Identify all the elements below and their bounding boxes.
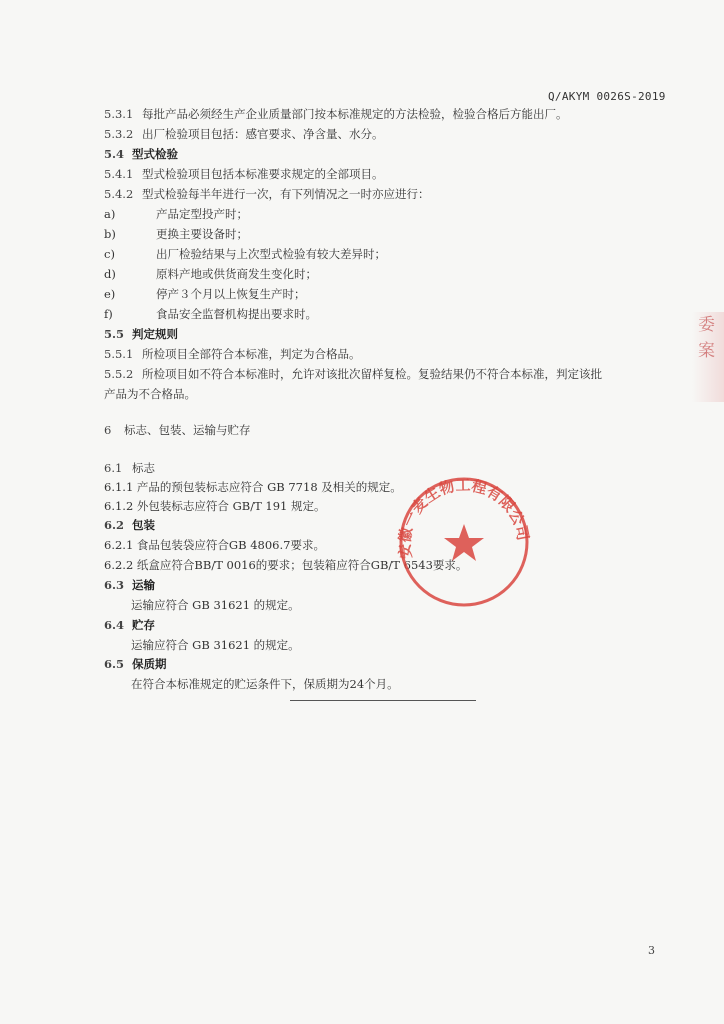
clause-text: 型式检验每半年进行一次，有下列情况之一时亦应进行： bbox=[142, 187, 430, 201]
section-number: 6.1 bbox=[104, 461, 123, 475]
clause-5-5-2 bbox=[104, 366, 602, 382]
section-number: 6.3 bbox=[104, 578, 125, 592]
section-number: 5.5 bbox=[104, 327, 125, 341]
clause-5-4-2 bbox=[104, 186, 430, 202]
clause-6-2-1: 6.2.1 食品包装袋应符合GB 4806.7要求。 bbox=[104, 538, 325, 552]
clause-6-4-text: 运输应符合 GB 31621 的规定。 bbox=[131, 638, 300, 652]
list-item-a bbox=[104, 206, 248, 222]
clause-text: 所检项目如不符合本标准时，允许对该批次留样复检。复验结果仍不符合本标准，判定该批 bbox=[142, 367, 602, 381]
clause-6-2-2: 6.2.2 纸盒应符合BB/T 0016的要求；包装箱应符合GB/T 6543要求。 bbox=[104, 558, 468, 572]
list-text: 原料产地或供货商发生变化时； bbox=[156, 267, 317, 281]
list-label: b) bbox=[104, 227, 116, 241]
clause-5-4-1 bbox=[104, 166, 384, 182]
clause-number: 5.4.1 bbox=[104, 167, 134, 181]
list-item-d bbox=[104, 266, 317, 282]
end-rule bbox=[290, 700, 476, 701]
clause-number: 5.4.2 bbox=[104, 187, 134, 201]
clause-5-5-2-continued: 产品为不合格品。 bbox=[104, 387, 196, 401]
edge-stamp-char: 案 bbox=[698, 341, 715, 361]
page-number: 3 bbox=[648, 944, 655, 957]
list-text: 产品定型投产时； bbox=[156, 207, 248, 221]
section-title: 包装 bbox=[132, 518, 155, 532]
clause-number: 5.5.2 bbox=[104, 367, 134, 381]
clause-5-3-2 bbox=[104, 126, 384, 142]
section-6-1-heading bbox=[104, 460, 155, 476]
seal-star-icon bbox=[444, 524, 484, 561]
list-label: a) bbox=[104, 207, 116, 221]
clause-6-3-text: 运输应符合 GB 31621 的规定。 bbox=[131, 598, 300, 612]
section-number: 6.5 bbox=[104, 657, 125, 671]
section-title: 型式检验 bbox=[132, 147, 178, 161]
section-number: 5.4 bbox=[104, 147, 125, 161]
edge-stamp-char: 委 bbox=[698, 315, 715, 335]
list-label: f) bbox=[104, 307, 113, 321]
section-6-3-heading bbox=[104, 577, 155, 593]
section-6-4-heading bbox=[104, 617, 155, 633]
clause-number: 5.5.1 bbox=[104, 347, 134, 361]
list-label: e) bbox=[104, 287, 116, 301]
clause-text: 所检项目全部符合本标准，判定为合格品。 bbox=[142, 347, 361, 361]
seal-text: 安徽一麦生物工程有限公司 bbox=[395, 476, 533, 560]
section-6-5-heading bbox=[104, 656, 167, 672]
clause-number: 5.3.2 bbox=[104, 127, 134, 141]
section-title: 保质期 bbox=[132, 657, 167, 671]
clause-6-1-2: 6.1.2 外包装标志应符合 GB/T 191 规定。 bbox=[104, 499, 326, 513]
list-label: d) bbox=[104, 267, 116, 281]
list-item-f bbox=[104, 306, 317, 322]
section-6-2-heading bbox=[104, 517, 155, 533]
section-title: 贮存 bbox=[132, 618, 155, 632]
list-item-b bbox=[104, 226, 248, 242]
section-number: 6.2 bbox=[104, 518, 125, 532]
section-title: 运输 bbox=[132, 578, 155, 592]
list-item-e bbox=[104, 286, 306, 302]
clause-6-5-text: 在符合本标准规定的贮运条件下，保质期为24个月。 bbox=[131, 677, 399, 691]
edge-stamp bbox=[692, 312, 724, 402]
clause-6-1-1: 6.1.1 产品的预包装标志应符合 GB 7718 及相关的规定。 bbox=[104, 480, 402, 494]
clause-5-3-1 bbox=[104, 106, 568, 122]
clause-text: 出厂检验项目包括：感官要求、净含量、水分。 bbox=[142, 127, 384, 141]
clause-text: 型式检验项目包括本标准要求规定的全部项目。 bbox=[142, 167, 384, 181]
clause-5-5-1 bbox=[104, 346, 361, 362]
list-item-c bbox=[104, 246, 386, 262]
section-5-4-heading bbox=[104, 146, 178, 162]
section-title: 判定规则 bbox=[132, 327, 178, 341]
section-title: 标志 bbox=[132, 461, 155, 475]
list-label: c) bbox=[104, 247, 115, 261]
clause-text: 每批产品必须经生产企业质量部门按本标准规定的方法检验，检验合格后方能出厂。 bbox=[142, 107, 568, 121]
list-text: 食品安全监督机构提出要求时。 bbox=[156, 307, 317, 321]
list-text: 出厂检验结果与上次型式检验有较大差异时； bbox=[156, 247, 386, 261]
section-5-5-heading bbox=[104, 326, 178, 342]
clause-number: 5.3.1 bbox=[104, 107, 134, 121]
list-text: 停产３个月以上恢复生产时； bbox=[156, 287, 306, 301]
section-number: 6 bbox=[104, 423, 112, 437]
section-title: 标志、包装、运输与贮存 bbox=[124, 423, 251, 437]
company-seal bbox=[393, 462, 535, 612]
document-code: Q/AKYM 0026S-2019 bbox=[548, 90, 666, 103]
section-number: 6.4 bbox=[104, 618, 125, 632]
section-6-heading bbox=[104, 422, 251, 438]
list-text: 更换主要设备时； bbox=[156, 227, 248, 241]
